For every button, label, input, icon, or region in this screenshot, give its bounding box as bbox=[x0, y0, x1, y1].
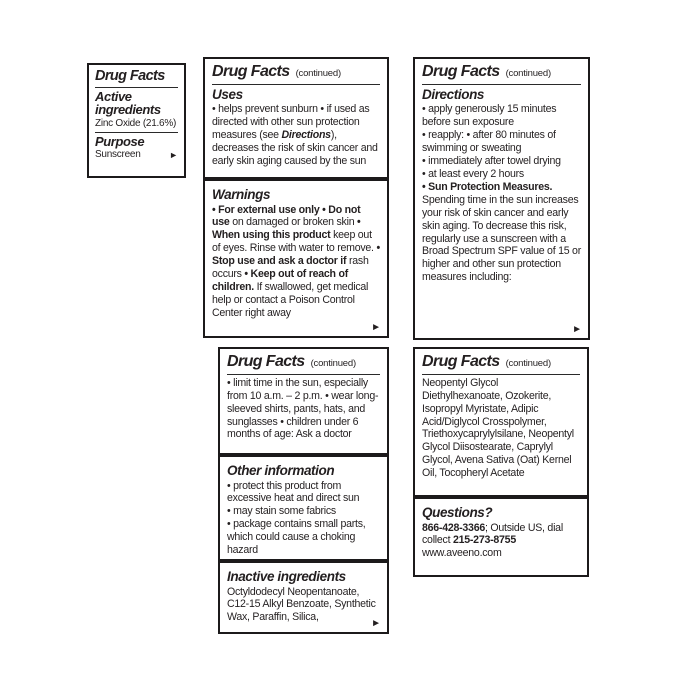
continued-label: (continued) bbox=[295, 68, 341, 79]
uses-text: • helps prevent sunburn • if used as directed with other sun protection measures (see Directions), decreases the risk of skin cancer and early skin aging caused by the sun bbox=[212, 103, 378, 167]
questions-phone-text: 866-428-3366; Outside US, dial collect 215-273-8755 bbox=[422, 521, 563, 547]
divider-rule bbox=[422, 374, 580, 375]
panel-directions bbox=[413, 57, 590, 340]
active-ingredient-value: Zinc Oxide (21.6%) bbox=[95, 117, 177, 129]
warnings-heading: Warnings bbox=[212, 187, 271, 202]
other-information-text bbox=[227, 480, 380, 558]
questions-box bbox=[413, 497, 589, 577]
directions-line: • immediately after towel drying bbox=[422, 155, 561, 167]
sun-measures-box bbox=[218, 347, 389, 455]
directions-line: • at least every 2 hours bbox=[422, 167, 524, 180]
divider-rule bbox=[212, 84, 380, 85]
other-information-line: • protect this product from excessive heat and direct sun bbox=[227, 479, 360, 505]
directions-box bbox=[413, 57, 590, 340]
active-ingredients-heading: Active ingredients bbox=[95, 89, 161, 118]
divider-rule bbox=[95, 132, 178, 133]
other-information-line: • package contains small parts, which could cause a choking hazard bbox=[227, 518, 366, 557]
ingredients-continued-box bbox=[413, 347, 589, 497]
other-information-box bbox=[218, 455, 389, 561]
panel-other-inactive bbox=[218, 347, 389, 634]
drug-facts-title-row bbox=[212, 64, 380, 81]
directions-line: • apply generously 15 minutes before sun exposure bbox=[422, 103, 557, 129]
directions-line: • reapply: • after 80 minutes of swimming or sweating bbox=[422, 129, 556, 155]
panel-active-ingredients bbox=[87, 63, 186, 178]
inactive-ingredients-heading: Inactive ingredients bbox=[227, 569, 346, 584]
drug-facts-title: Drug Facts bbox=[212, 63, 290, 80]
continue-arrow-icon: ► bbox=[169, 150, 178, 161]
drug-facts-title: Drug Facts bbox=[422, 353, 500, 370]
uses-box bbox=[203, 57, 389, 179]
divider-rule bbox=[227, 374, 380, 375]
drug-facts-title-row bbox=[95, 69, 178, 84]
uses-heading: Uses bbox=[212, 86, 243, 102]
continue-arrow-icon: ► bbox=[371, 618, 381, 629]
panel-ingredients-questions bbox=[413, 347, 589, 577]
purpose-value: Sunscreen bbox=[95, 149, 141, 161]
drug-facts-title-row bbox=[227, 354, 380, 371]
drug-facts-title-row bbox=[422, 64, 581, 81]
panel-uses-warnings bbox=[203, 57, 389, 338]
continue-arrow-icon: ► bbox=[572, 324, 582, 335]
continued-label: (continued) bbox=[505, 358, 551, 369]
warnings-box bbox=[203, 179, 389, 338]
continued-label: (continued) bbox=[505, 68, 551, 79]
warnings-text: • For external use only • Do not use on damaged or broken skin • When using this product keep out of eyes. Rinse with water to remove. • Stop use and ask a doctor if rash occurs • Keep out of reach of children. If swallowed, get medical help or contact a Poison Control Center right away bbox=[212, 203, 380, 319]
drug-facts-title: Drug Facts bbox=[422, 63, 500, 80]
drug-facts-title: Drug Facts bbox=[95, 68, 165, 84]
purpose-heading: Purpose bbox=[95, 133, 145, 149]
continue-arrow-icon: ► bbox=[371, 322, 381, 333]
purpose-row bbox=[95, 149, 178, 161]
divider-rule bbox=[95, 87, 178, 88]
divider-rule bbox=[422, 84, 581, 85]
directions-heading: Directions bbox=[422, 86, 485, 102]
drug-facts-title: Drug Facts bbox=[227, 353, 305, 370]
continued-label: (continued) bbox=[310, 358, 356, 369]
questions-website: www.aveeno.com bbox=[422, 547, 502, 560]
directions-text bbox=[422, 103, 581, 284]
inactive-ingredients-text: Octyldodecyl Neopentanoate, C12-15 Alkyl Benzoate, Synthetic Wax, Paraffin, Silica, bbox=[227, 585, 376, 624]
inactive-ingredients-box bbox=[218, 561, 389, 634]
other-information-heading: Other information bbox=[227, 463, 335, 478]
questions-heading: Questions? bbox=[422, 505, 493, 520]
other-information-line: • may stain some fabrics bbox=[227, 505, 336, 518]
directions-line: • Sun Protection Measures. Spending time in the sun increases your risk of skin cancer and early skin aging. To decrease this risk, regularly use a sunscreen with a Broad Spectrum SPF value of 15 or higher and other sun protection measures including: bbox=[422, 180, 581, 284]
drug-facts-title-row bbox=[422, 354, 580, 371]
ingredients-continued-text: Neopentyl Glycol Diethylhexanoate, Ozokerite, Isopropyl Myristate, Adipic Acid/Diglycol Crosspolymer, Triethoxycaprylylsilane, Neopentyl Glycol Diisostearate, Caprylyl Glycol, Avena Sativa (Oat) Kernel Oil, Tocopheryl Acetate bbox=[422, 376, 574, 480]
sun-measures-text: • limit time in the sun, especially from 10 a.m. – 2 p.m. • wear long-sleeved shirts, pants, hats, and sunglasses • children under 6 months of age: Ask a doctor bbox=[227, 376, 379, 441]
active-ingredients-box bbox=[87, 63, 186, 178]
